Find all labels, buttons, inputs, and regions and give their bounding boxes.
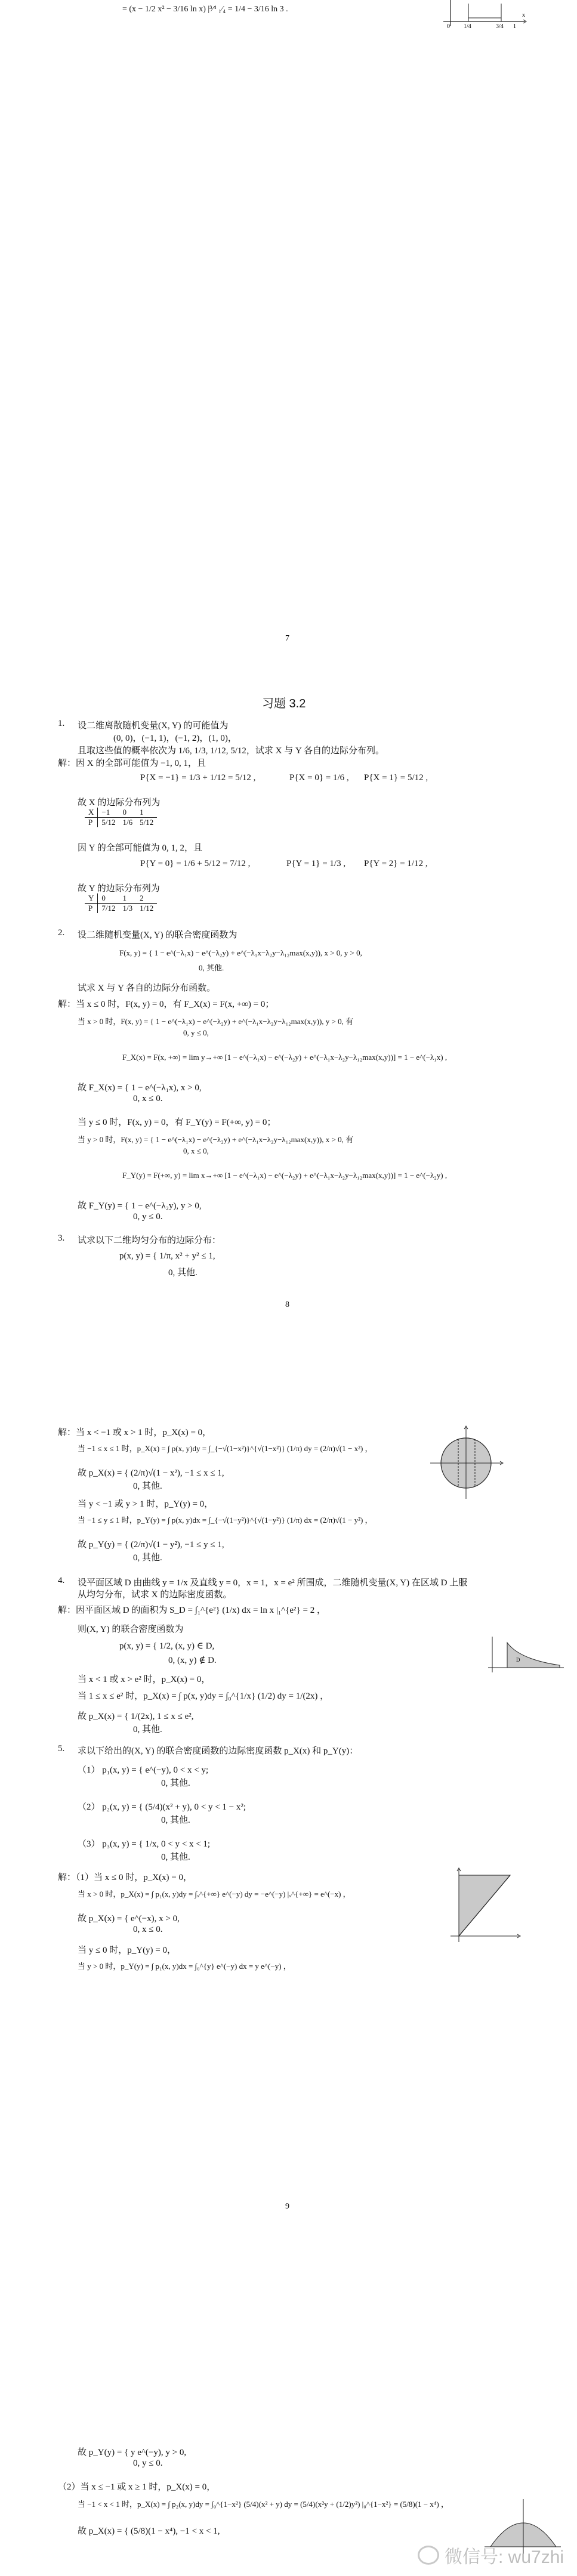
q5-sol-3: 故 p_X(x) = { e^(−x), x > 0, xyxy=(78,1914,180,1924)
top-graph xyxy=(439,0,528,29)
q1-values: (0, 0)，(−1, 1)，(−1, 2)，(1, 0)， xyxy=(113,734,237,743)
q1-px-2: P{X = 0} = 1/6 , xyxy=(289,773,349,783)
q1-py-3: P{Y = 2} = 1/12 , xyxy=(364,859,428,868)
q1-ydist-label: 故 Y 的边际分布列为 xyxy=(78,884,160,893)
q4-sol-5: 故 p_X(x) = { 1/(2x), 1 ≤ x ≤ e², xyxy=(78,1712,194,1721)
q5-p3: （3） p₃(x, y) = { 1/x, 0 < y < x < 1; xyxy=(78,1839,211,1849)
q4-sol-3: 当 x < 1 或 x > e² 时，p_X(x) = 0， xyxy=(78,1675,211,1684)
triangle-figure xyxy=(445,1867,522,1944)
axis-x-label: x xyxy=(522,12,525,18)
q5-p1: （1） p₁(x, y) = { e^(−y), 0 < x < y; xyxy=(78,1765,209,1775)
q1-number: 1. xyxy=(58,719,65,728)
hyperbola-figure xyxy=(483,1634,567,1676)
q4-text-2: 从均匀分布，试求 X 的边际密度函数。 xyxy=(78,1590,232,1600)
q2-s1: 解：当 x ≤ 0 时，F(x, y) = 0，有 F_X(x) = F(x, +∞) = 0； xyxy=(58,1000,274,1009)
q2-s6b: 0, x ≤ 0, xyxy=(183,1146,209,1155)
watermark-text: 微信号: wu7zhi xyxy=(445,2547,564,2567)
q3-sol-3b: 0, 其他. xyxy=(133,1482,162,1491)
q5-sol-5: 当 y > 0 时，p_Y(y) = ∫ p₁(x, y)dx = ∫₀^{y} e^(−y) dx = y e^(−y) ， xyxy=(78,1962,291,1971)
q5-p3b: 0, 其他. xyxy=(161,1853,190,1862)
q5-sol-4: 当 y ≤ 0 时，p_Y(y) = 0， xyxy=(78,1946,177,1955)
q3-sol-6b: 0, 其他. xyxy=(133,1553,162,1563)
q2-s4b: 0, x ≤ 0. xyxy=(133,1094,163,1103)
q3-text: 试求以下二维均匀分布的边际分布： xyxy=(78,1236,221,1245)
q3-sol-2: 当 −1 ≤ x ≤ 1 时，p_X(x) = ∫ p(x, y)dy = ∫_{−√(1−x²)}^{√(1−x²)} (1/π) dy = (2/π)√(1 − x²) ， xyxy=(78,1444,373,1453)
q5-p1b: 0, 其他. xyxy=(161,1779,190,1788)
disk-figure xyxy=(427,1424,505,1502)
p4-s1b: 0, y ≤ 0. xyxy=(133,2459,163,2468)
q3-p1: p(x, y) = { 1/π, x² + y² ≤ 1, xyxy=(119,1251,215,1261)
q1-text-1: 设二维离散随机变量(X, Y) 的可能值为 xyxy=(78,721,229,731)
q3-p2: 0, 其他. xyxy=(168,1268,198,1278)
q3-number: 3. xyxy=(58,1233,65,1243)
q1-solution: 解：因 X 的全部可能值为 −1, 0, 1，且 xyxy=(58,759,206,768)
q1-px-1: P{X = −1} = 1/3 + 1/12 = 5/12 , xyxy=(140,773,256,783)
svg-text:D: D xyxy=(516,1657,520,1663)
q2-s4: 故 F_X(x) = { 1 − e^(−λ₁x), x > 0, xyxy=(78,1083,202,1093)
top-formula: = (x − 1/2 x² − 3/16 ln x) |³⁄⁴ ₁⁄₄ = 1/4 − 3/16 ln 3 . xyxy=(122,5,288,14)
q2-s8: 故 F_Y(y) = { 1 − e^(−λ₂y), y > 0, xyxy=(78,1201,202,1211)
q2-s5: 当 y ≤ 0 时，F(x, y) = 0，有 F_Y(y) = F(+∞, y) = 0； xyxy=(78,1118,276,1127)
q5-sol-1: 解：（1）当 x ≤ 0 时，p_X(x) = 0， xyxy=(58,1873,193,1882)
q4-p: p(x, y) = { 1/2, (x, y) ∈ D, xyxy=(119,1641,215,1651)
q1-py-1: P{Y = 0} = 1/6 + 5/12 = 7/12 , xyxy=(140,859,251,868)
tick-quarter: 1/4 xyxy=(464,23,471,30)
q4-sol-2: 则(X, Y) 的联合密度函数为 xyxy=(78,1625,184,1634)
q2-text-1: 设二维随机变量(X, Y) 的联合密度函数为 xyxy=(78,930,237,940)
q3-sol-5: 当 −1 ≤ y ≤ 1 时，p_Y(y) = ∫ p(x, y)dx = ∫_{−√(1−y²)}^{√(1−y²)} (1/π) dx = (2/π)√(1 − y²) ， xyxy=(78,1516,373,1524)
page-number: 8 xyxy=(285,1300,289,1309)
q1-ysol: 因 Y 的全部可能值为 0, 1, 2，且 xyxy=(78,843,203,853)
q2-s2: 当 x > 0 时，F(x, y) = { 1 − e^(−λ₁x) − e^(−λ₂y) + e^(−λ₁x−λ₂y−λ₁₂max(x,y)), y > 0, 有 xyxy=(78,1017,354,1026)
q4-sol-1: 解：因平面区域 D 的面积为 S_D = ∫₁^{e²} (1/x) dx = ln x |₁^{e²} = 2 ， xyxy=(58,1606,326,1615)
q2-s3: F_X(x) = F(x, +∞) = lim y→+∞ [1 − e^(−λ₁x) − e^(−λ₂y) + e^(−λ₁x−λ₂y−λ₁₂max(x,y))] = 1 − e^(−λ₁x) , xyxy=(122,1053,448,1062)
q4-p2: 0, (x, y) ∉ D. xyxy=(168,1656,217,1665)
q3-sol-4: 当 y < −1 或 y > 1 时，p_Y(y) = 0， xyxy=(78,1499,214,1509)
q1-y-table: Y 0 1 2 P 7/12 1/3 1/12 xyxy=(85,893,157,913)
q1-x-table: X −1 0 1 P 5/12 1/6 5/12 xyxy=(85,808,157,827)
q2-ask: 试求 X 与 Y 各自的边际分布函数。 xyxy=(78,984,216,993)
tick-three-quarter: 3/4 xyxy=(496,23,504,30)
p4-s2: （2）当 x ≤ −1 或 x ≥ 1 时，p_X(x) = 0， xyxy=(58,2482,216,2492)
q5-sol-3b: 0, x ≤ 0. xyxy=(133,1925,163,1934)
q3-sol-1: 解：当 x < −1 或 x > 1 时，p_X(x) = 0， xyxy=(58,1428,212,1437)
q1-xdist-label: 故 X 的边际分布列为 xyxy=(78,798,161,808)
q4-sol-5b: 0, 其他. xyxy=(133,1725,162,1734)
q2-s2b: 0, y ≤ 0, xyxy=(183,1028,209,1037)
q2-s6: 当 y > 0 时，F(x, y) = { 1 − e^(−λ₁x) − e^(−λ₂y) + e^(−λ₁x−λ₂y−λ₁₂max(x,y)), x > 0, 有 xyxy=(78,1135,354,1144)
tick-1: 1 xyxy=(513,23,516,30)
q2-f2: 0, 其他. xyxy=(199,963,224,972)
q5-text: 求以下给出的(X, Y) 的联合密度函数的边际密度函数 p_X(x) 和 p_Y(y)： xyxy=(78,1746,359,1756)
q4-sol-4: 当 1 ≤ x ≤ e² 时，p_X(x) = ∫ p(x, y)dy = ∫₀^{1/x} (1/2) dy = 1/(2x) ， xyxy=(78,1691,329,1701)
q4-text-1: 设平面区域 D 由曲线 y = 1/x 及直线 y = 0，x = 1，x = e² 所围成，二维随机变量(X, Y) 在区域 D 上服 xyxy=(78,1578,468,1588)
page-number: 9 xyxy=(285,2202,289,2211)
page-number: 7 xyxy=(285,634,289,643)
p4-s1: 故 p_Y(y) = { y e^(−y), y > 0, xyxy=(78,2448,187,2457)
q5-p2: （2） p₂(x, y) = { (5/4)(x² + y), 0 < y < 1 − x²; xyxy=(78,1802,246,1812)
q2-f: F(x, y) = { 1 − e^(−λ₁x) − e^(−λ₂y) + e^(−λ₁x−λ₂y−λ₁₂max(x,y)), x > 0, y > 0, xyxy=(119,948,362,957)
q4-number: 4. xyxy=(58,1576,65,1585)
tick-0: 0 xyxy=(447,23,450,30)
q2-number: 2. xyxy=(58,928,65,938)
q3-sol-3: 故 p_X(x) = { (2/π)√(1 − x²), −1 ≤ x ≤ 1, xyxy=(78,1468,224,1478)
q2-s7: F_Y(y) = F(+∞, y) = lim x→+∞ [1 − e^(−λ₁x) − e^(−λ₂y) + e^(−λ₁x−λ₂y−λ₁₂max(x,y))] = 1 − e^(−λ₂y) , xyxy=(122,1171,448,1180)
q1-text-2: 且取这些值的概率依次为 1/6, 1/3, 1/12, 5/12，试求 X 与 Y 各自的边际分布列。 xyxy=(78,746,385,756)
q1-px-3: P{X = 1} = 5/12 , xyxy=(364,773,428,783)
q5-p2b: 0, 其他. xyxy=(161,1816,190,1825)
q2-s8b: 0, y ≤ 0. xyxy=(133,1212,163,1221)
q5-sol-2: 当 x > 0 时，p_X(x) = ∫ p₁(x, y)dy = ∫ₓ^{+∞} e^(−y) dy = −e^(−y) |ₓ^{+∞} = e^(−x) ， xyxy=(78,1890,351,1898)
q3-sol-6: 故 p_Y(y) = { (2/π)√(1 − y²), −1 ≤ y ≤ 1, xyxy=(78,1540,224,1550)
p4-s3: 当 −1 < x < 1 时，p_X(x) = ∫ p₂(x, y)dy = ∫₀^{1−x²} (5/4)(x² + y) dy = (5/4)(x²y + (1/2)y²) |₀^{1−x²} = (5/8)(1 − x⁴) ， xyxy=(78,2500,449,2509)
exercise-title: 习题 3.2 xyxy=(262,697,306,710)
q1-py-2: P{Y = 1} = 1/3 , xyxy=(286,859,346,868)
p4-s4: 故 p_X(x) = { (5/8)(1 − x⁴), −1 < x < 1, xyxy=(78,2526,220,2536)
wechat-icon xyxy=(418,2546,439,2565)
q5-number: 5. xyxy=(58,1744,65,1754)
